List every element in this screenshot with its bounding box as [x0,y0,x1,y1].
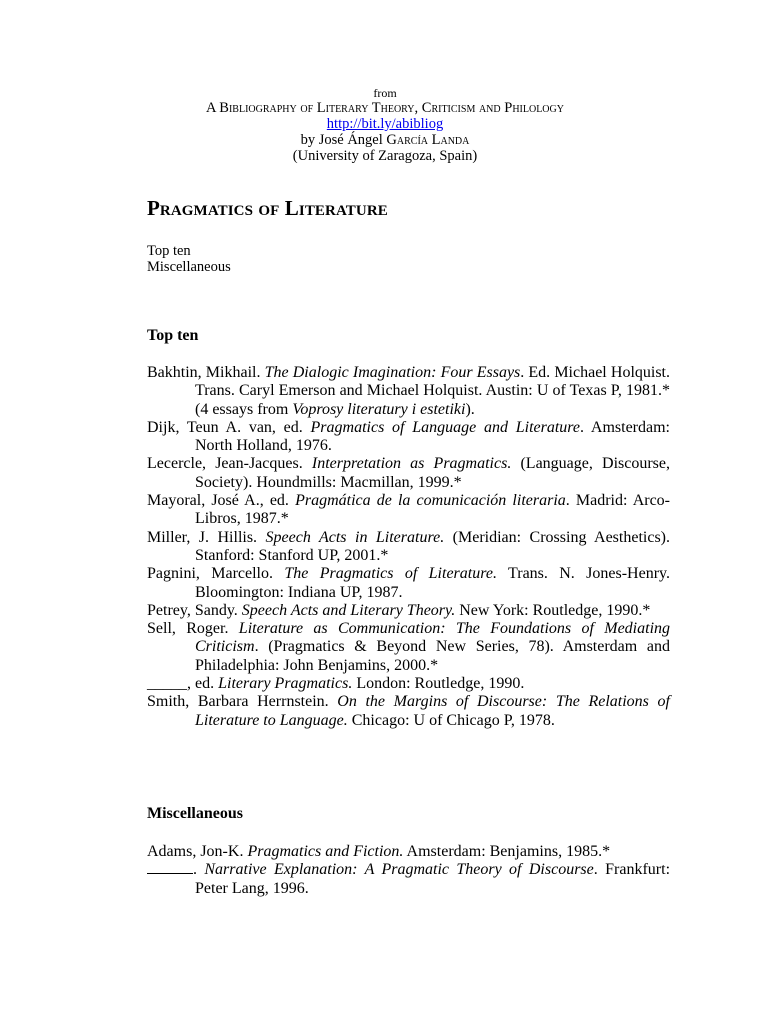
bib-entry: Lecercle, Jean-Jacques. Interpretation as Pragmatics. (Language, Discourse, Society). Houndmills: Macmillan, 1999.* [147,455,671,491]
page-title: Pragmatics of Literature [147,196,388,220]
affiliation: (University of Zaragoza, Spain) [292,148,478,164]
bib-entry: Petrey, Sandy. Speech Acts and Literary Theory. New York: Routledge, 1990.* [147,601,651,619]
toc-item-miscellaneous[interactable]: Miscellaneous [147,259,231,275]
author-name: García Landa [386,132,470,148]
table-of-contents [147,243,231,275]
bib-entry: Dijk, Teun A. van, ed. Pragmatics of Language and Literature. Amsterdam: North Holland, 1976. [147,418,671,455]
bib-entry: Mayoral, José A., ed. Pragmática de la comunicación literaria. Madrid: Arco-Libros, 1987.* [147,492,671,528]
author-line [0,132,770,148]
document-header [0,86,770,164]
ditto-rule [147,863,193,874]
bib-entry: Miller, J. Hillis. Speech Acts in Literature. (Meridian: Crossing Aesthetics). Stanford: Stanford UP, 2001.* [147,528,670,564]
bibliography-title: A Bibliography of Literary Theory, Criticism and Philology [206,100,564,116]
bib-entry: Adams, Jon-K. Pragmatics and Fiction. Amsterdam: Benjamins, 1985.* [147,843,611,860]
bib-entry: Sell, Roger. Literature as Communication: The Foundations of Mediating Criticism. (Pragmatics & Beyond New Series, 78). Amsterdam and Philadelphia: John Benjamins, 2000.* [147,620,671,674]
section-title-miscellaneous: Miscellaneous [147,805,243,822]
top-ten-list [147,364,670,730]
bib-entry: Pagnini, Marcello. The Pragmatics of Literature. Trans. N. Jones-Henry. Bloomington: Indiana UP, 1987. [147,565,670,601]
bib-entry: Smith, Barbara Herrnstein. On the Margins of Discourse: The Relations of Literature to Language. Chicago: U of Chicago P, 1978. [147,693,670,729]
author-prefix: by José Ángel [300,132,387,148]
section-title-top-ten: Top ten [147,327,199,344]
from-label: from [373,86,397,100]
toc-item-top-ten[interactable]: Top ten [147,243,191,259]
miscellaneous-list [147,843,670,898]
bib-entry: _____, ed. Literary Pragmatics. London: Routledge, 1990. [147,675,525,693]
bib-entry: . Narrative Explanation: A Pragmatic Theory of Discourse. Frankfurt: Peter Lang, 1996. [147,861,670,898]
bibliography-link[interactable]: http://bit.ly/abibliog [326,116,444,132]
bib-entry: Bakhtin, Mikhail. The Dialogic Imagination: Four Essays. Ed. Michael Holquist. Trans. Caryl Emerson and Michael Holquist. Austin: U of Texas P, 1981.* (4 essays from Voprosy literatury i estetiki). [147,364,670,418]
